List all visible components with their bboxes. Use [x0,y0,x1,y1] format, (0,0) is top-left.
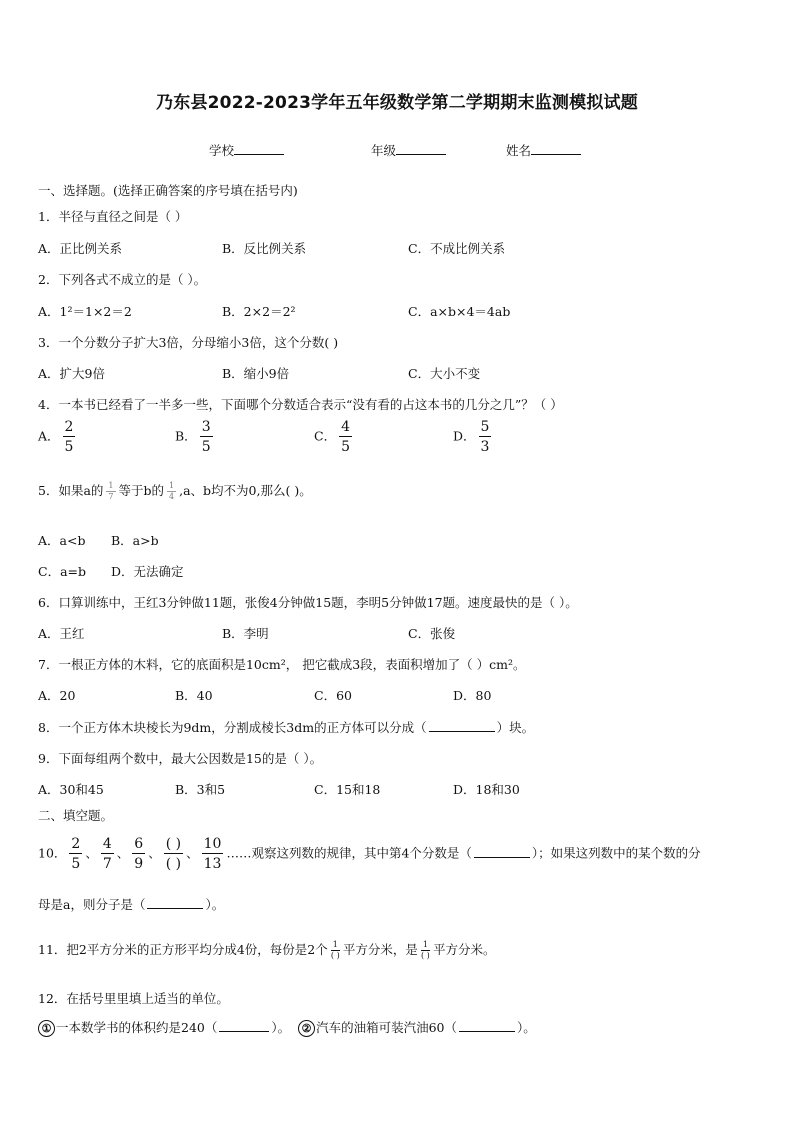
section1-heading: 一、选择题。(选择正确答案的序号填在括号内) [38,183,298,198]
q11-fraction-1[interactable] [331,940,340,961]
q10-fraction-5 [202,837,224,871]
q10-line1b: ）；如果这列数中的某个数的分 [531,845,701,861]
separator: 、 [85,845,98,861]
denominator: ( ) [421,951,430,960]
q10-fraction-2 [101,837,114,871]
q12-parts [38,1018,536,1037]
numerator: 5 [480,419,490,435]
q3-option-b[interactable]: B．缩小9倍 [222,366,290,381]
page-title: 乃东县2022-2023学年五年级数学第二学期期末监测模拟试题 [156,93,638,113]
q5-fraction-2 [167,481,176,502]
q10-text [38,837,701,871]
section2-heading: 二、填空题。 [38,808,114,823]
q3-option-c[interactable]: C．大小不变 [408,366,481,381]
name-blank[interactable] [531,141,581,155]
q9-option-b[interactable]: B．3和5 [175,782,226,797]
q8-text [38,718,534,736]
q4-d-fraction [479,420,492,454]
q11-post: 平方分米。 [432,942,496,957]
q10-fraction-4-blank[interactable] [164,837,183,871]
q9-option-c[interactable]: C．15和18 [314,782,381,797]
school-label: 学校 [209,143,235,158]
q4-a-fraction [63,420,76,454]
denominator: ( ) [165,856,182,872]
numerator: 6 [134,836,144,852]
q6-text: 6．口算训练中，王红3分钟做11题，张俊4分钟做15题，李明5分钟做17题。速度最快的是（ ）。 [38,595,578,610]
q7-text: 7．一根正方体的木料，它的底面积是10cm²， 把它截成3段，表面积增加了（ ）cm²。 [38,657,526,672]
q11-text [38,940,495,961]
separator: 、 [116,845,130,861]
q11-fraction-2[interactable] [421,940,430,961]
q9-option-a[interactable]: A．30和45 [38,782,104,797]
q11-mid: 平方分米，是 [342,942,418,957]
name-label: 姓名 [506,143,532,158]
denominator: 5 [71,856,81,872]
q1-option-b[interactable]: B．反比例关系 [222,241,307,256]
numerator: 1 [169,481,175,490]
q10-line1: ……观察这列数的规律，其中第4个分数是（ [226,845,472,861]
q10-label: 10． [38,845,67,861]
q10-fraction-1 [69,837,82,871]
q2-text: 2．下列各式不成立的是（ ）。 [38,272,207,287]
q6-option-c[interactable]: C．张俊 [408,626,456,641]
q3-option-a[interactable]: A．扩大9倍 [38,366,105,381]
denominator: ( ) [330,951,340,960]
q4-c-label: C． [314,428,337,444]
q4-option-a[interactable] [38,420,78,454]
name-field [506,141,581,159]
q1-option-a[interactable]: A．正比例关系 [38,241,123,256]
q5-pre: 5．如果a的 [38,483,104,498]
q11-pre: 11．把2平方分米的正方形平均分成4份，每份是2个 [38,942,328,957]
q5-option-d[interactable]: D．无法确定 [111,564,184,579]
q4-option-d[interactable] [453,420,494,454]
q12-part1-pre: 一本数学书的体积约是240（ [56,1020,218,1035]
q7-option-d[interactable]: D．80 [453,688,492,703]
q2-option-c[interactable]: C．a×b×4＝4ab [408,304,511,319]
separator: 、 [186,845,199,861]
q1-option-c[interactable]: C．不成比例关系 [408,241,506,256]
denominator: 4 [169,492,175,501]
q5-text [38,481,312,502]
q4-a-label: A． [38,428,60,444]
numerator: 1 [422,940,428,949]
grade-blank[interactable] [396,141,446,155]
q8-answer-blank[interactable] [429,719,495,732]
q12-part2-pre: 汽车的油箱可装汽油60（ [316,1020,457,1035]
numerator: 4 [102,836,112,852]
q9-text: 9．下面每组两个数中，最大公因数是15的是（ ）。 [38,751,323,766]
q5-fraction-1 [106,481,115,502]
q4-b-fraction [200,420,213,454]
q4-option-c[interactable] [314,420,355,454]
q8-post: ）块。 [496,720,535,735]
q12-part1-post: ）。 [271,1020,291,1035]
separator: 、 [148,845,161,861]
q7-option-a[interactable]: A．20 [38,688,76,703]
q12-part2-post: ）。 [516,1020,536,1035]
q10-fraction-3 [132,837,145,871]
q10-answer-blank-2[interactable] [147,896,203,909]
denominator: 5 [341,439,350,455]
q5-post: ,a、b均不为0,那么( )。 [179,483,312,498]
q1-text: 1．半径与直径之间是（ ） [38,209,188,224]
denominator: 5 [201,439,211,455]
q7-option-b[interactable]: B．40 [175,688,213,703]
numerator: 1 [108,481,114,490]
numerator: 4 [341,419,350,435]
q3-text: 3．一个分数分子扩大3倍，分母缩小3倍，这个分数( ) [38,335,339,350]
grade-label: 年级 [371,143,397,158]
q10-line2 [38,895,224,913]
q4-c-fraction [339,420,352,454]
q4-option-b[interactable] [175,420,216,454]
q6-option-b[interactable]: B．李明 [222,626,269,641]
q5-mid: 等于b的 [118,483,165,498]
q12-answer-blank-2[interactable] [459,1019,515,1032]
q4-b-label: B． [175,428,197,444]
denominator: 7 [102,856,112,872]
numerator: 1 [332,940,338,949]
q10-line2-pre: 母是a，则分子是（ [38,897,146,912]
q4-text: 4．一本书已经看了一半多一些，下面哪个分数适合表示“没有看的占这本书的几分之几”？（ ） [38,397,563,412]
numerator: ( ) [165,836,182,852]
q8-pre: 8．一个正方体木块棱长为9dm，分割成棱长3dm的正方体可以分成（ [38,720,427,735]
q5-option-a[interactable]: A．a<b [38,533,86,548]
q5-option-c[interactable]: C．a=b [38,564,86,579]
q5-option-b[interactable]: B．a>b [111,533,159,548]
school-blank[interactable] [234,141,284,155]
q6-option-a[interactable]: A．王红 [38,626,85,641]
circled-two: ② [298,1020,315,1037]
q10-answer-blank-1[interactable] [474,845,530,858]
q2-option-a[interactable]: A．1²＝1×2＝2 [38,304,132,319]
grade-field [371,141,446,159]
denominator: 9 [134,856,144,872]
numerator: 2 [64,419,74,435]
numerator: 3 [201,419,211,435]
numerator: 10 [203,836,222,852]
denominator: 3 [480,439,490,455]
denominator: 7 [108,492,114,501]
q4-d-label: D． [453,428,476,444]
q12-answer-blank-1[interactable] [219,1019,269,1032]
denominator: 5 [64,439,74,455]
q7-option-c[interactable]: C．60 [314,688,352,703]
denominator: 13 [203,856,222,872]
q9-option-d[interactable]: D．18和30 [453,782,520,797]
q10-line2-post: ）。 [205,897,225,912]
q12-text: 12．在括号里里填上适当的单位。 [38,991,229,1006]
q2-option-b[interactable]: B．2×2＝2² [222,304,296,319]
circled-one: ① [38,1020,55,1037]
numerator: 2 [71,836,81,852]
school-field [209,141,284,159]
